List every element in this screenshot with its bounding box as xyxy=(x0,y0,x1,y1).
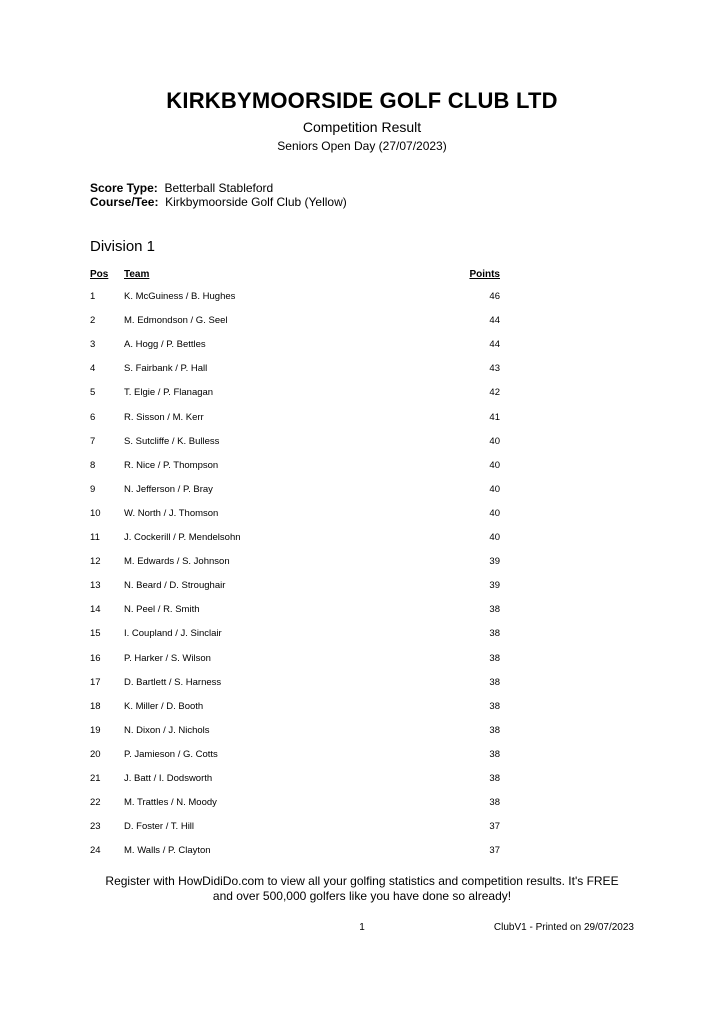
row-pos: 6 xyxy=(90,411,96,423)
row-points: 38 xyxy=(489,652,500,664)
row-points: 37 xyxy=(489,845,500,857)
row-pos: 18 xyxy=(90,700,101,712)
row-team: I. Coupland / J. Sinclair xyxy=(124,628,222,640)
row-team: M. Edwards / S. Johnson xyxy=(124,556,230,568)
row-team: J. Batt / I. Dodsworth xyxy=(124,773,213,784)
table-row xyxy=(0,484,724,498)
table-row xyxy=(0,363,724,377)
row-team: N. Peel / R. Smith xyxy=(124,604,200,616)
table-row xyxy=(0,291,724,305)
page-subtitle: Competition Result xyxy=(302,119,422,135)
row-team: M. Edmondson / G. Seel xyxy=(124,315,228,327)
row-team: D. Bartlett / S. Harness xyxy=(124,676,222,688)
footer-message xyxy=(0,874,724,904)
row-points: 43 xyxy=(489,363,500,375)
row-points: 44 xyxy=(489,339,500,351)
row-pos: 7 xyxy=(90,435,96,447)
row-team: T. Elgie / P. Flanagan xyxy=(124,387,214,399)
row-points: 42 xyxy=(489,387,500,399)
table-row xyxy=(0,604,724,618)
row-points: 46 xyxy=(489,291,500,302)
table-row xyxy=(0,701,724,715)
row-points: 40 xyxy=(489,507,500,519)
row-team: M. Trattles / N. Moody xyxy=(124,797,217,809)
row-team: P. Harker / S. Wilson xyxy=(124,652,211,664)
row-pos: 24 xyxy=(90,845,101,857)
table-row xyxy=(0,677,724,691)
row-points: 38 xyxy=(489,676,500,688)
row-team: N. Jefferson / P. Bray xyxy=(124,483,213,495)
table-row xyxy=(0,315,724,329)
row-team: S. Sutcliffe / K. Bulless xyxy=(124,435,220,447)
row-pos: 16 xyxy=(90,652,101,664)
row-pos: 21 xyxy=(90,773,101,784)
row-pos: 14 xyxy=(90,604,101,616)
footer-message-line1: Register with HowDidiDo.com to view all your golfing statistics and competition results. It's FREE xyxy=(105,874,619,888)
club-name: KIRKBYMOORSIDE GOLF CLUB LTD xyxy=(166,88,558,113)
row-pos: 17 xyxy=(90,676,101,688)
table-row xyxy=(0,508,724,522)
row-pos: 13 xyxy=(90,580,101,592)
course-tee-value: Kirkbymoorside Golf Club (Yellow) xyxy=(165,195,347,209)
row-pos: 3 xyxy=(90,339,96,351)
table-row xyxy=(0,749,724,763)
table-row xyxy=(0,628,724,642)
column-header-points: Points xyxy=(469,269,500,280)
row-team: R. Nice / P. Thompson xyxy=(124,459,219,471)
row-team: M. Walls / P. Clayton xyxy=(124,845,211,857)
table-row xyxy=(0,412,724,426)
row-points: 39 xyxy=(489,580,500,592)
row-points: 40 xyxy=(489,532,500,543)
row-points: 39 xyxy=(489,556,500,568)
row-points: 38 xyxy=(489,628,500,640)
table-row xyxy=(0,653,724,667)
table-row xyxy=(0,821,724,835)
table-row xyxy=(0,532,724,546)
column-header-team: Team xyxy=(124,269,150,280)
row-team: K. Miller / D. Booth xyxy=(124,700,204,712)
row-points: 40 xyxy=(489,483,500,495)
row-points: 38 xyxy=(489,797,500,809)
row-pos: 4 xyxy=(90,363,96,375)
row-team: S. Fairbank / P. Hall xyxy=(124,363,208,375)
row-team: P. Jamieson / G. Cotts xyxy=(124,748,218,760)
row-pos: 2 xyxy=(90,315,96,327)
score-type-label: Score Type: xyxy=(90,181,158,195)
row-points: 40 xyxy=(489,459,500,471)
competition-name: Seniors Open Day (27/07/2023) xyxy=(277,139,447,153)
row-team: R. Sisson / M. Kerr xyxy=(124,411,204,423)
printed-info: ClubV1 - Printed on 29/07/2023 xyxy=(493,922,634,933)
row-team: W. North / J. Thomson xyxy=(124,507,219,519)
division-title: Division 1 xyxy=(90,238,156,255)
score-type-value: Betterball Stableford xyxy=(164,181,274,195)
row-pos: 19 xyxy=(90,724,101,736)
table-row xyxy=(0,845,724,859)
table-row xyxy=(0,387,724,401)
row-team: N. Beard / D. Stroughair xyxy=(124,580,226,592)
row-pos: 11 xyxy=(90,532,100,543)
page-number: 1 xyxy=(359,922,365,933)
row-points: 38 xyxy=(489,773,500,784)
row-pos: 9 xyxy=(90,483,96,495)
column-header-pos: Pos xyxy=(90,269,109,280)
row-pos: 22 xyxy=(90,797,101,809)
table-row xyxy=(0,556,724,570)
table-row xyxy=(0,580,724,594)
row-points: 38 xyxy=(489,748,500,760)
table-row xyxy=(0,339,724,353)
table-row xyxy=(0,725,724,739)
row-team: D. Foster / T. Hill xyxy=(124,821,195,833)
row-points: 38 xyxy=(489,700,500,712)
table-row xyxy=(0,797,724,811)
row-points: 38 xyxy=(489,604,500,616)
row-pos: 8 xyxy=(90,459,96,471)
row-points: 37 xyxy=(489,821,500,833)
row-points: 44 xyxy=(489,315,500,327)
row-pos: 5 xyxy=(90,387,96,399)
row-pos: 20 xyxy=(90,748,101,760)
row-team: A. Hogg / P. Bettles xyxy=(124,339,206,351)
footer-message-line2: and over 500,000 golfers like you have done so already! xyxy=(212,889,512,903)
table-row xyxy=(0,773,724,787)
row-team: K. McGuiness / B. Hughes xyxy=(124,291,236,302)
course-tee-label: Course/Tee: xyxy=(90,195,159,209)
row-team: J. Cockerill / P. Mendelsohn xyxy=(124,532,241,543)
table-row xyxy=(0,436,724,450)
row-team: N. Dixon / J. Nichols xyxy=(124,724,210,736)
row-points: 38 xyxy=(489,724,500,736)
row-points: 41 xyxy=(489,411,500,423)
row-pos: 15 xyxy=(90,628,101,640)
table-row xyxy=(0,460,724,474)
row-pos: 12 xyxy=(90,556,101,568)
row-pos: 10 xyxy=(90,507,101,519)
row-points: 40 xyxy=(489,435,500,447)
row-pos: 23 xyxy=(90,821,101,833)
row-pos: 1 xyxy=(90,291,96,302)
